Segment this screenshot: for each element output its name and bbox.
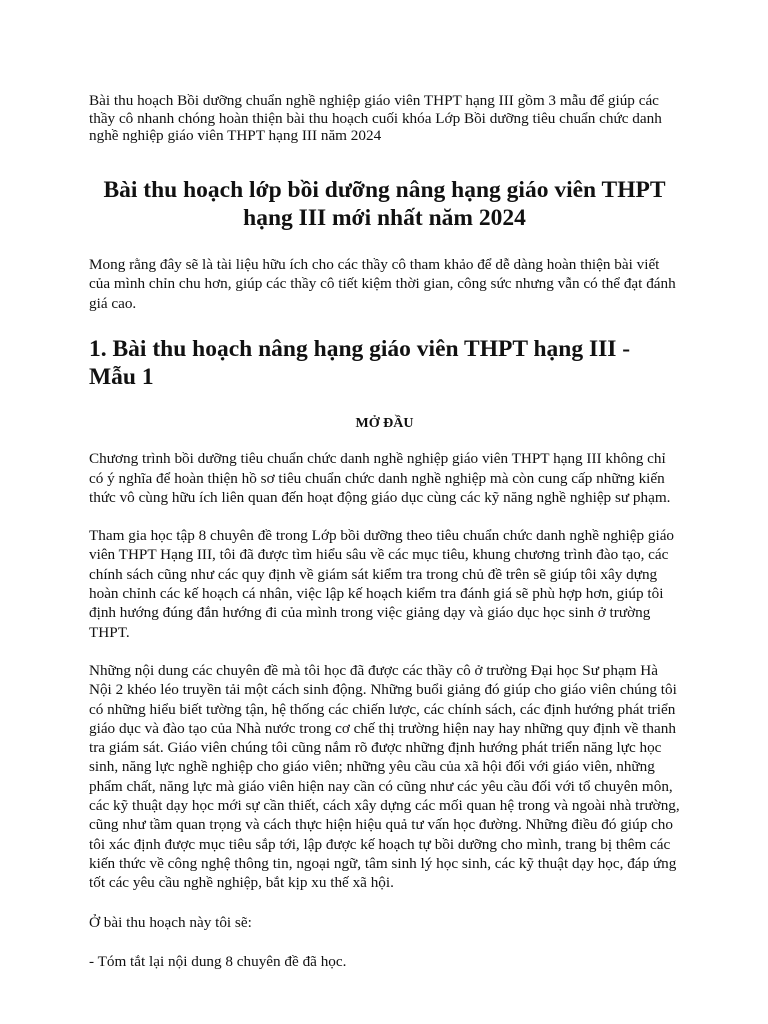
document-title: Bài thu hoạch lớp bồi dưỡng nâng hạng giáo viên THPT hạng III mới nhất năm 2024	[103, 176, 666, 231]
document-page	[89, 92, 680, 971]
body-paragraph: Những nội dung các chuyên đề mà tôi học đã được các thầy cô ở trường Đại học Sư phạm Hà Nội 2 khéo léo truyền tải một cách sinh động. Những buổi giảng đó giúp cho giáo viên chúng tôi có những hiểu biết tường tận, hệ thống các chiến lược, các chính sách, các định hướng phát triển giáo dục và đào tạo của Nhà nước trong cơ chế thị trường hiện nay hay những quy định về thanh tra giám sát. Giáo viên chúng tôi cũng nắm rõ được những định hướng phát triển năng lực học sinh, năng lực nghề nghiệp cho giáo viên; những yêu cầu của xã hội đối với giáo viên, những phẩm chất, năng lực mà giáo viên hiện nay cần có cũng như các yêu cầu đối với tổ chuyên môn, các kỹ thuật dạy học mới sự cần thiết, cách xây dựng các mối quan hệ trong và ngoài nhà trường, cũng như tầm quan trọng và cách thực hiện hiệu quả tư vấn học đường. Những điều đó giúp cho tôi xác định được mục tiêu sắp tới, lập được kế hoạch tự bồi dưỡng cho mình, trang bị thêm các kiến thức về công nghệ thông tin, ngoại ngữ, tâm sinh lý học sinh, các kỹ thuật dạy học, đáp ứng tốt các yêu cầu nghề nghiệp, bắt kịp xu thế xã hội.	[89, 661, 680, 892]
section-title: 1. Bài thu hoạch nâng hạng giáo viên THPT hạng III - Mẫu 1	[89, 336, 631, 391]
body-paragraph: Chương trình bồi dưỡng tiêu chuẩn chức danh nghề nghiệp giáo viên THPT hạng III không chỉ có ý nghĩa để hoàn thiện hồ sơ tiêu chuẩn chức danh nghề nghiệp mà còn cung cấp những kiến thức vô cùng hữu ích liên quan đến hoạt động giáo dục cùng các kỹ năng nghề nghiệp sư phạm.	[89, 450, 671, 506]
intro-paragraph: Bài thu hoạch Bồi dưỡng chuẩn nghề nghiệp giáo viên THPT hạng III gồm 3 mẫu để giúp các thầy cô nhanh chóng hoàn thiện bài thu hoạch cuối khóa Lớp Bồi dưỡng tiêu chuẩn chức danh nghề nghiệp giáo viên THPT hạng III năm 2024	[89, 92, 662, 145]
subheading: MỞ ĐẦU	[355, 416, 414, 432]
body-paragraph: Ở bài thu hoạch này tôi sẽ:	[89, 913, 252, 931]
body-paragraph: Tham gia học tập 8 chuyên đề trong Lớp bồi dưỡng theo tiêu chuẩn chức danh nghề nghiệp giáo viên THPT Hạng III, tôi đã được tìm hiểu sâu về các mục tiêu, khung chương trình đào tạo, các chính sách cũng như các quy định về giám sát kiểm tra trong chủ đề trên sẽ giúp tôi xây dựng hoàn chỉnh các kế hoạch cá nhân, việc lập kế hoạch kiểm tra đánh giá sẽ phù hợp hơn, giúp tôi định hướng đúng đắn hướng đi của mình trong việc giảng dạy và giáo dục học sinh ở trường THPT.	[89, 527, 675, 641]
lead-paragraph: Mong rằng đây sẽ là tài liệu hữu ích cho các thầy cô tham khảo để dễ dàng hoàn thiện bài viết của mình chỉn chu hơn, giúp các thầy cô tiết kiệm thời gian, công sức nhưng vẫn có thể đạt đánh giá cao.	[89, 255, 676, 312]
list-item: - Tóm tắt lại nội dung 8 chuyên đề đã học.	[89, 952, 347, 970]
